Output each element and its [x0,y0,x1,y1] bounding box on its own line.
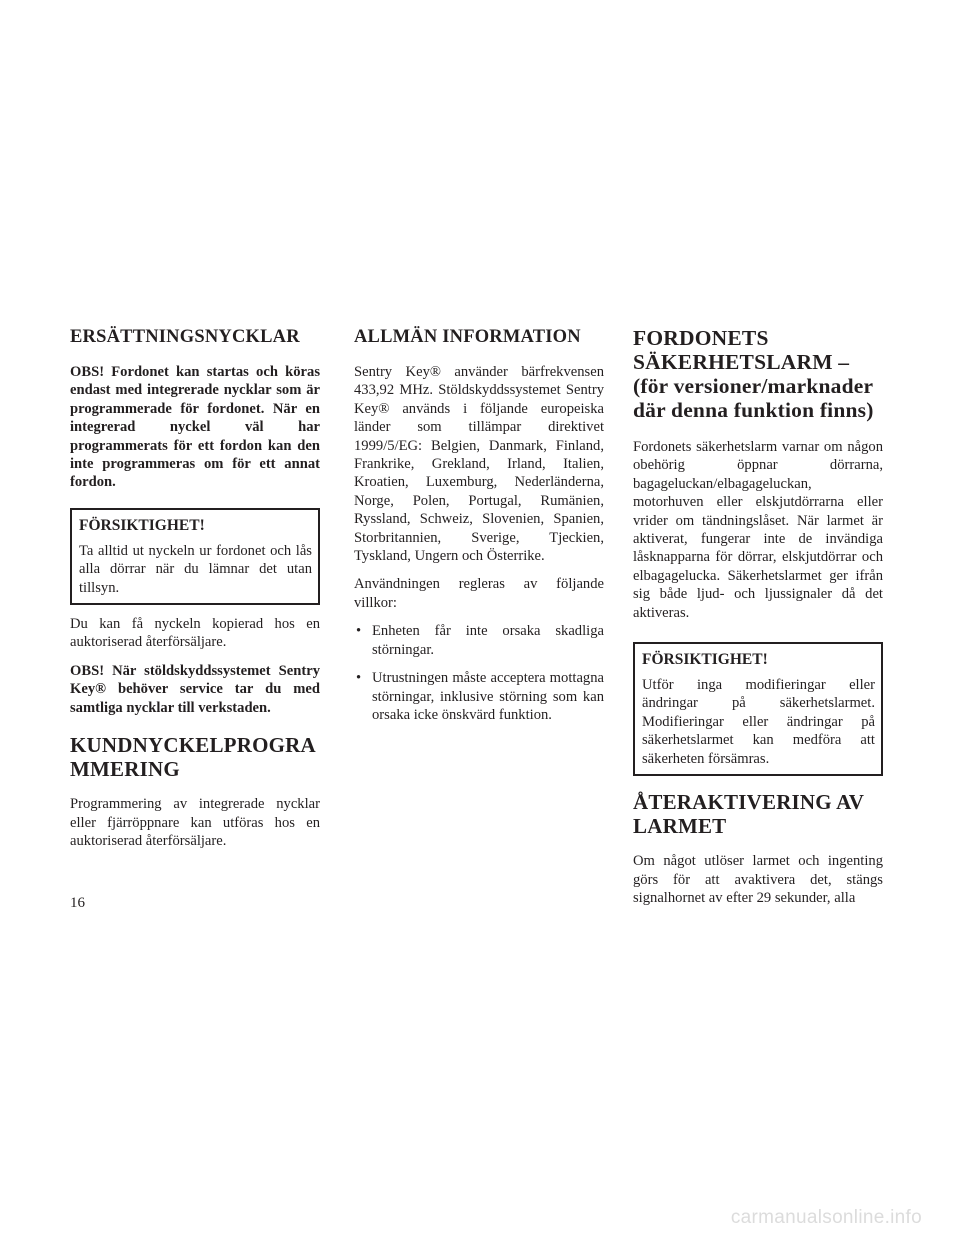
heading-alarm-rearm: ÅTERAKTIVERING AV LARMET [633,790,864,839]
bullet-icon: • [356,623,362,640]
paragraph-alarm-rearm: Om något utlöser larmet och ingenting görs för att avaktivera det, stängs signalhornet av efter 29 sekunder, alla [633,853,883,906]
paragraph-sentry-frequency: Sentry Key® använder bärfrekvensen 433,92 MHz. Stöldskyddssystemet Sentry Key® används i följande europeiska länder som tillämpar direktivet 1999/5/EG: Belgien, Danmark, Finland, Frankrike, Grekland, Irland, Italien, Kroatien, Luxemburg, Nederländerna, Norge, Polen, Portugal, Rumänien, Ryssland, Schweiz, Slovenien, Spanien, Storbritannien, Sverige, Tjeckien, Tyskland, Ungern och Österrike. [354,364,604,565]
heading-key-programming: KUNDNYCKELPROGRAMMERING [70,733,316,782]
column-right [633,326,883,917]
paragraph-conditions: Användningen regleras av följande villkor: [354,576,604,611]
footer-watermark: carmanualsonline.info [730,1207,922,1228]
note-integrated-keys: OBS! Fordonet kan startas och köras endast med integrerade nycklar som är programmerade för fordonet. När en integrerad nyckel väl har programmerats för ett fordon kan den inte programmeras om för ett annat fordon. [70,364,320,491]
conditions-list [354,622,604,724]
caution-title: FÖRSIKTIGHET! [79,516,205,534]
column-middle [354,326,604,734]
note-sentry-service: OBS! När stöldskyddssystemet Sentry Key® behöver service tar du med samtliga nycklar till verkstaden. [70,662,320,716]
bullet-icon: • [356,670,362,687]
column-left [70,326,320,860]
heading-general-info: ALLMÄN INFORMATION [354,327,581,347]
caution-text: Ta alltid ut nyckeln ur fordonet och lås alla dörrar när du lämnar det utan tillsyn. [79,542,312,596]
paragraph-programming: Programmering av integrerade nycklar eller fjärröppnare kan utföras hos en auktoriserad återförsäljare. [70,796,320,849]
paragraph-alarm-description: Fordonets säkerhetslarm varnar om någon obehörig öppnar dörrarna, bagageluckan/elbagageluckan, motorhuven eller elskjutdörrarna eller vrider om tändningslåset. När larmet är aktiverat, fungerar inte de invändiga låsknapparna för dörrar, elskjutdörrar och elbagagelucka. Säkerhetslarmet ger ifrån sig både ljud- och ljussignaler då det aktiveras. [633,439,883,621]
heading-replacement-keys: ERSÄTTNINGSNYCKLAR [70,327,300,347]
caution-box-keys [70,508,320,605]
caution-text: Utför inga modifieringar eller ändringar på säkerhetslarmet. Modifieringar eller ändringar på säkerhetslarmet kan medföra att säkerheten försämras. [642,677,875,767]
caution-title: FÖRSIKTIGHET! [642,651,768,669]
list-item: • Utrustningen måste acceptera mottagna störningar, inklusive störning som kan orsaka icke önskvärd funktion. [356,670,604,723]
list-item: • Enheten får inte orsaka skadliga störningar. [356,623,604,658]
caution-box-alarm [633,642,883,776]
heading-vehicle-alarm: FORDONETS SÄKERHETSLARM – (för versioner/marknader där denna funktion finns) [633,326,874,422]
page-number: 16 [70,895,85,911]
paragraph-key-copy: Du kan få nyckeln kopierad hos en auktoriserad återförsäljare. [70,616,320,651]
